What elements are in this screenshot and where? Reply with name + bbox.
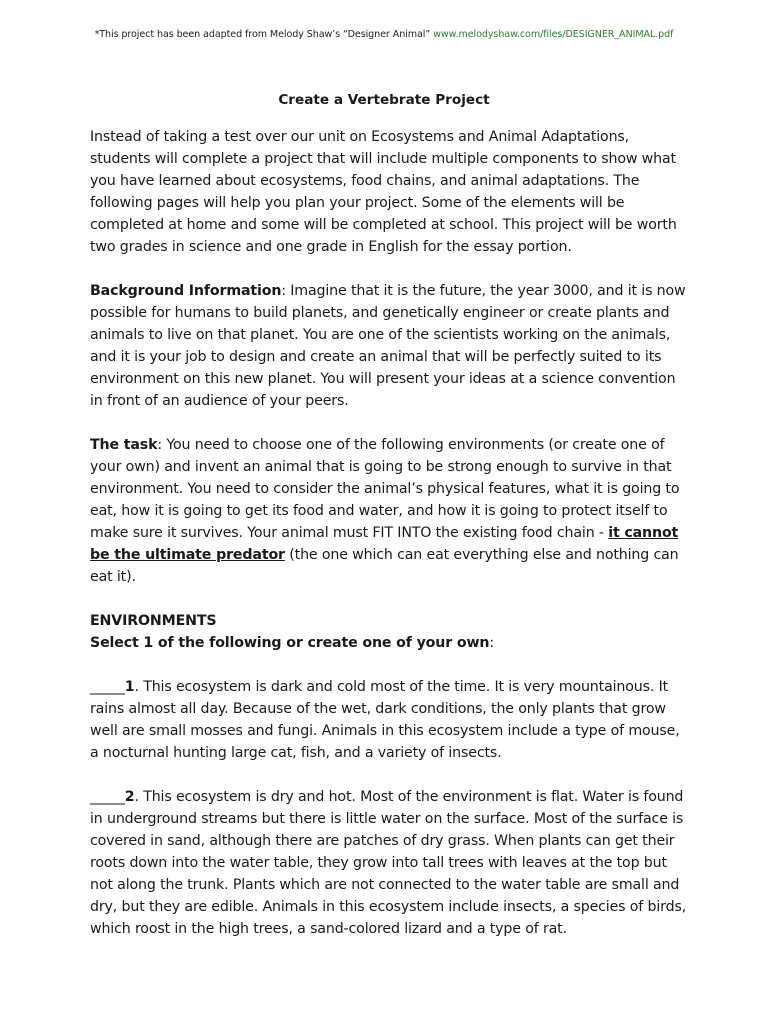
task-paragraph [90,434,690,588]
intro-paragraph: Instead of taking a test over our unit on Ecosystems and Animal Adaptations, students will complete a project that will include multiple components to show what you have learned about ecosystems, food chains, and animal adaptations. The following pages will help you plan your project. Some of the elements will be completed at home and some will be completed at school. This project will be worth two grades in science and one grade in English for the essay portion. [90,129,677,255]
background-paragraph [90,280,690,412]
environment-option-2 [90,786,690,940]
source-credit [0,29,768,40]
task-label: The task [90,437,158,453]
option-text: . This ecosystem is dry and hot. Most of the environment is flat. Water is found in underground streams but there is little water on the surface. Most of the surface is covered in sand, although there are patches of dry grass. When plants can get their roots down into the water table, they grow into tall trees with leaves at the top but not along the trunk. Plants which are not connected to the water table are small and dry, but they are edible. Animals in this ecosystem include insects, a species of birds, which roost in the high trees, a sand-colored lizard and a type of rat. [90,789,687,937]
selection-blank[interactable]: _____ [90,789,125,805]
task-text-after: (the one which can eat everything else and nothing can eat it). [90,547,679,585]
document-body [90,126,690,940]
option-number: 2 [124,789,135,805]
page-title: Create a Vertebrate Project [278,92,490,108]
task-emphasis: it cannot be the ultimate predator [90,525,679,563]
selection-blank[interactable]: _____ [90,679,125,695]
environments-subheading: Select 1 of the following or create one of your own: [90,635,495,651]
credit-url-link[interactable]: www.melodyshaw.com/files/DESIGNER_ANIMAL.pdf [433,29,674,40]
credit-text: *This project has been adapted from Melody Shaw’s “Designer Animal” [94,29,431,40]
task-text-before: : You need to choose one of the following environments (or create one of your own) and invent an animal that is going to be strong enough to survive in that environment. You need to consider the animal’s physical features, what it is going to eat, how it is going to get its food and water, and how it is going to protect itself to make sure it survives. Your animal must FIT INTO the existing food chain - [90,437,680,541]
background-label: Background Information [90,283,282,299]
background-text: : Imagine that it is the future, the year 3000, and it is now possible for humans to build planets, and genetically engineer or create plants and animals to live on that planet. You are one of the scientists working on the animals, and it is your job to design and create an animal that will be perfectly suited to its environment on this new planet. You will present your ideas at a science convention in front of an audience of your peers. [90,283,686,409]
option-text: . This ecosystem is dark and cold most of the time. It is very mountainous. It rains almost all day. Because of the wet, dark conditions, the only plants that grow well are small mosses and fungi. Animals in this ecosystem include a type of mouse, a nocturnal hunting large cat, fish, and a variety of insects. [90,679,680,761]
environment-option-1 [90,676,690,764]
option-number: 1 [124,679,135,695]
environments-heading: ENVIRONMENTS [90,613,217,629]
